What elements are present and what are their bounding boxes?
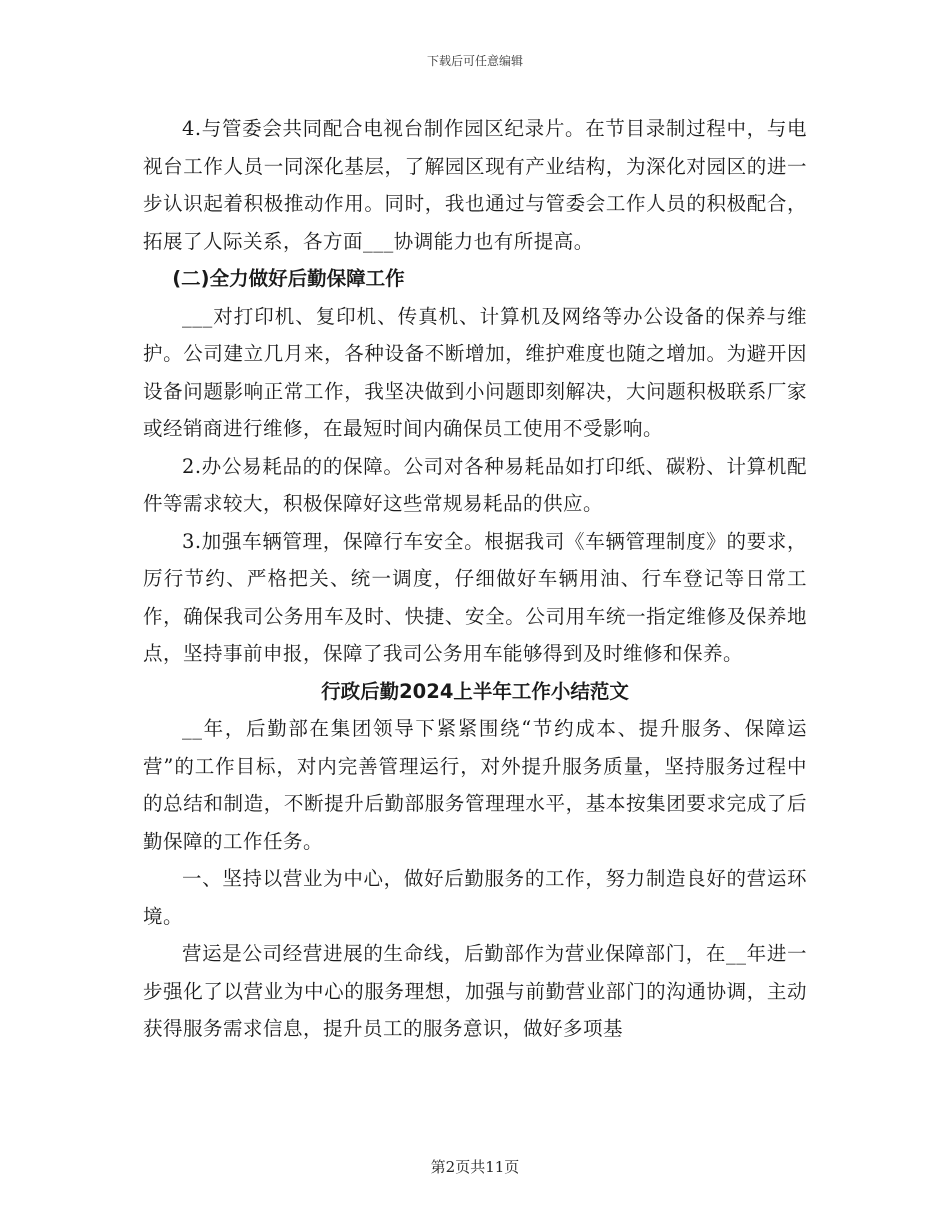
paragraph-intro: __年，后勤部在集团领导下紧紧围绕“节约成本、提升服务、保障运营”的工作目标，对内完善管理运行，对外提升服务质量，坚持服务过程中的总结和制造，不断提升后勤部服务管理理水平，基本按集团要求完成了后勤保障的工作任务。 xyxy=(143,717,807,853)
section-heading-logistics: (二)全力做好后勤保障工作 xyxy=(172,267,405,290)
document-body xyxy=(143,110,807,1048)
page-footer: 第2页共11页 xyxy=(430,1158,520,1176)
paragraph-operations: 营运是公司经营进展的生命线，后勤部作为营业保障部门，在__年进一步强化了以营业为中心的服务理想，加强与前勤营业部门的沟通协调，主动获得服务需求信息，提升员工的服务意识，做好多项基 xyxy=(143,942,807,1040)
paragraph-section-one: 一、坚持以营业为中心，做好后勤服务的工作，努力制造良好的营运环境。 xyxy=(143,867,807,928)
paragraph-equipment: ___对打印机、复印机、传真机、计算机及网络等办公设备的保养与维护。公司建立几月来，各种设备不断增加，维护难度也随之增加。为避开因设备问题影响正常工作，我坚决做到小问题即刻解决，大问题积极联系厂家或经销商进行维修，在最短时间内确保员工使用不受影响。 xyxy=(143,304,807,440)
paragraph-item-4: 4.与管委会共同配合电视台制作园区纪录片。在节目录制过程中，与电视台工作人员一同深化基层，了解园区现有产业结构，为深化对园区的进一步认识起着积极推动作用。同时，我也通过与管委会工作人员的积极配合，拓展了人际关系，各方面___协调能力也有所提高。 xyxy=(143,117,807,253)
paragraph-consumables: 2.办公易耗品的的保障。公司对各种易耗品如打印纸、碳粉、计算机配件等需求较大，积极保障好这些常规易耗品的供应。 xyxy=(143,454,807,515)
paragraph-vehicles: 3.加强车辆管理，保障行车安全。根据我司《车辆管理制度》的要求，厉行节约、严格把关、统一调度，仔细做好车辆用油、行车登记等日常工作，确保我司公务用车及时、快捷、安全。公司用车统一指定维修及保养地点，坚持事前申报，保障了我司公务用车能够得到及时维修和保养。 xyxy=(143,529,807,665)
document-title: 行政后勤2024上半年工作小结范文 xyxy=(321,679,629,703)
page-header: 下载后可任意编辑 xyxy=(426,54,523,68)
